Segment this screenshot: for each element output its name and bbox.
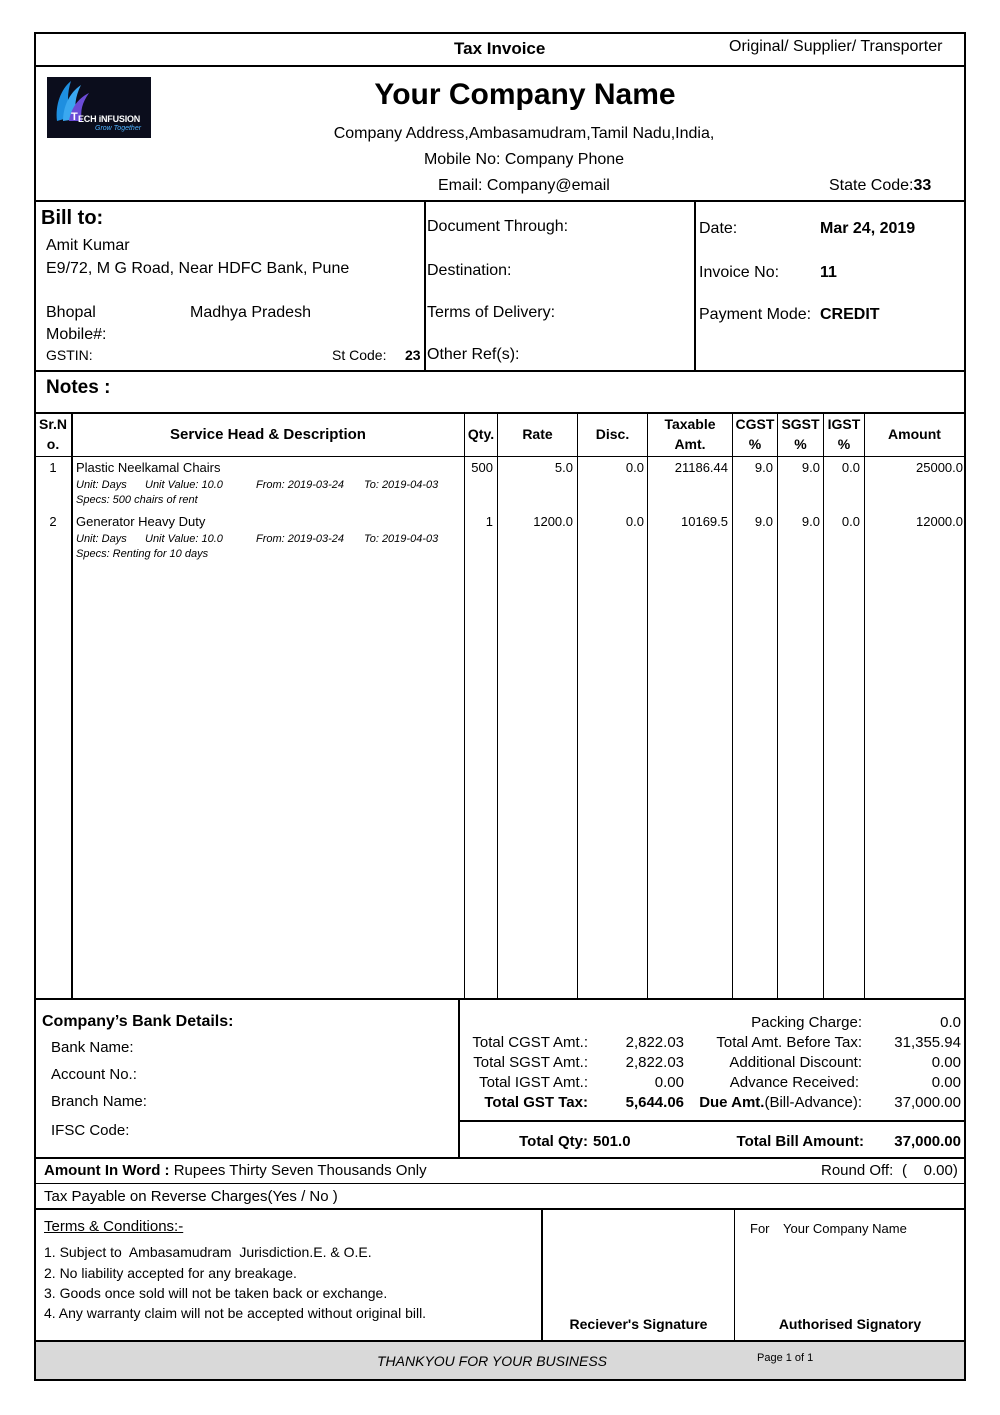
th-disc: Disc.	[595, 426, 630, 442]
vr-signature	[734, 1208, 735, 1341]
advance-received-value: 0.00	[931, 1074, 961, 1091]
additional-discount-label: Additional Discount:	[729, 1054, 862, 1071]
customer-gstin-label: GSTIN:	[46, 347, 93, 363]
total-igst-value: 0.00	[654, 1074, 684, 1091]
col-line-cgst	[777, 412, 778, 999]
th-igst-2: %	[837, 436, 851, 452]
frame-left	[34, 32, 36, 1381]
row-rate: 1200.0	[533, 514, 573, 529]
row-amount: 25000.0	[916, 460, 963, 475]
amount-in-word-label: Amount In Word :	[44, 1162, 170, 1179]
total-cgst-value: 2,822.03	[625, 1034, 684, 1051]
terms-heading: Terms & Conditions:-	[44, 1218, 184, 1235]
customer-mobile-label: Mobile#:	[46, 326, 107, 343]
company-email: Email: Company@email	[438, 177, 610, 194]
th-sr-1: Sr.N	[38, 416, 67, 432]
col-line-sr	[71, 412, 73, 999]
st-code-value: 23	[405, 347, 421, 363]
total-igst-label: Total IGST Amt.:	[479, 1074, 588, 1091]
total-gst-label: Total GST Tax:	[484, 1094, 588, 1111]
total-bill-amount-label: Total Bill Amount:	[736, 1133, 864, 1150]
total-gst-value: 5,644.06	[625, 1094, 684, 1111]
row-sgst: 9.0	[801, 514, 820, 529]
th-sr-2: o.	[46, 436, 60, 452]
row-to: To: 2019-04-03	[364, 533, 439, 545]
account-no-label: Account No.:	[51, 1066, 137, 1083]
table-header-rule	[34, 456, 966, 457]
payment-mode-label: Payment Mode:	[699, 306, 812, 323]
packing-charge-label: Packing Charge:	[751, 1014, 862, 1031]
bank-name-label: Bank Name:	[51, 1039, 134, 1056]
row-sr: 2	[49, 514, 57, 529]
customer-state: Madhya Pradesh	[190, 304, 311, 321]
frame-bottom	[34, 1379, 966, 1381]
due-amount-label-rest: (Bill-Advance):	[764, 1094, 862, 1111]
hr-title	[34, 65, 966, 67]
th-taxable-2: Amt.	[674, 436, 706, 452]
row-sr: 1	[49, 460, 57, 475]
col-line-qty	[497, 412, 498, 999]
customer-address: E9/72, M G Road, Near HDFC Bank, Pune	[46, 260, 350, 277]
row-item-name: Generator Heavy Duty	[76, 514, 206, 529]
frame-top	[34, 32, 966, 34]
row-qty: 1	[485, 514, 493, 529]
col-line-igst	[864, 412, 865, 999]
terms-item: 3. Goods once sold will not be taken back or exchange.	[44, 1285, 388, 1301]
notes-label: Notes :	[46, 377, 111, 398]
col-line-desc	[464, 412, 465, 999]
row-qty: 500	[471, 460, 493, 475]
row-cgst: 9.0	[754, 514, 773, 529]
for-company-name: Your Company Name	[783, 1221, 907, 1236]
th-qty: Qty.	[467, 426, 495, 442]
customer-name: Amit Kumar	[46, 237, 130, 254]
terms-of-delivery-label: Terms of Delivery:	[427, 304, 556, 321]
th-cgst-2: %	[748, 436, 762, 452]
vr-billto	[424, 200, 426, 371]
hr-reverse	[34, 1208, 966, 1210]
receiver-signature-label: Reciever's Signature	[569, 1316, 708, 1332]
payment-mode-value: CREDIT	[820, 306, 880, 323]
bank-heading: Company’s Bank Details:	[42, 1013, 234, 1030]
row-taxable: 21186.44	[674, 460, 728, 475]
company-name: Your Company Name	[374, 78, 676, 111]
total-sgst-label: Total SGST Amt.:	[473, 1054, 588, 1071]
row-unit-value: Unit Value: 10.0	[145, 533, 223, 545]
row-amount: 12000.0	[916, 514, 963, 529]
row-item-name: Plastic Neelkamal Chairs	[76, 460, 221, 475]
hr-table-bottom	[34, 998, 966, 1000]
due-amount-label-bold: Due Amt.	[699, 1094, 765, 1111]
terms-item: 2. No liability accepted for any breakage.	[44, 1265, 297, 1281]
row-to: To: 2019-04-03	[364, 479, 439, 491]
date-label: Date:	[699, 220, 738, 237]
hr-summary	[34, 1157, 966, 1159]
th-amount: Amount	[888, 426, 941, 442]
logo-tagline: Grow Together	[95, 125, 142, 132]
authorised-signatory-label: Authorised Signatory	[778, 1316, 922, 1332]
amount-in-word	[44, 1162, 427, 1179]
page-number: Page 1 of 1	[757, 1352, 814, 1364]
round-off-label: Round Off:	[821, 1162, 894, 1179]
frame-right	[964, 32, 966, 1381]
branch-name-label: Branch Name:	[51, 1093, 147, 1110]
date-value: Mar 24, 2019	[820, 220, 916, 237]
ifsc-label: IFSC Code:	[51, 1122, 130, 1139]
row-taxable: 10169.5	[681, 514, 728, 529]
for-label: For	[750, 1221, 770, 1236]
row-from: From: 2019-03-24	[256, 479, 345, 491]
vr-meta	[694, 200, 696, 371]
thank-you-message: THANKYOU FOR YOUR BUSINESS	[377, 1353, 608, 1369]
bill-to-heading: Bill to:	[41, 207, 104, 229]
state-code-value: 33	[913, 177, 932, 194]
round-off-value: ( 0.00)	[902, 1162, 958, 1179]
additional-discount-value: 0.00	[931, 1054, 961, 1071]
row-sgst: 9.0	[801, 460, 820, 475]
invoice-no-label: Invoice No:	[699, 264, 780, 281]
hr-terms	[34, 1340, 966, 1342]
company-mobile: Mobile No: Company Phone	[423, 151, 625, 168]
row-disc: 0.0	[625, 514, 644, 529]
before-tax-value: 31,355.94	[894, 1034, 961, 1051]
company-logo: T ECH iNFUSION Grow Together	[47, 77, 151, 138]
copy-label: Original/ Supplier/ Transporter	[729, 38, 943, 55]
hr-totals	[458, 1120, 966, 1122]
hr-billto	[34, 370, 966, 372]
row-specs: Specs: 500 chairs of rent	[76, 494, 198, 506]
row-from: From: 2019-03-24	[256, 533, 345, 545]
row-rate: 5.0	[554, 460, 573, 475]
hr-notes	[34, 412, 966, 414]
row-cgst: 9.0	[754, 460, 773, 475]
total-qty-value: 501.0	[593, 1133, 631, 1150]
th-igst-1: IGST	[827, 416, 861, 432]
terms-item: 1. Subject to Ambasamudram Jurisdiction.E. & O.E.	[44, 1244, 372, 1260]
advance-received-label: Advance Received:	[729, 1074, 859, 1091]
row-unit: Unit: Days	[76, 533, 127, 545]
total-qty-label: Total Qty:	[519, 1133, 588, 1150]
total-cgst-label: Total CGST Amt.:	[472, 1034, 588, 1051]
hr-header	[34, 200, 966, 202]
company-address: Company Address,Ambasamudram,Tamil Nadu,India,	[333, 125, 715, 142]
total-bill-amount-value: 37,000.00	[894, 1133, 961, 1150]
state-code	[829, 177, 931, 195]
due-amount-value: 37,000.00	[894, 1094, 961, 1111]
document-through-label: Document Through:	[427, 218, 569, 235]
row-unit: Unit: Days	[76, 479, 127, 491]
amount-in-word-value: Rupees Thirty Seven Thousands Only	[173, 1162, 427, 1179]
invoice-no-value: 11	[820, 264, 837, 281]
th-sgst-2: %	[794, 436, 807, 452]
row-unit-value: Unit Value: 10.0	[145, 479, 223, 491]
packing-charge-value: 0.0	[940, 1014, 961, 1031]
terms-item: 4. Any warranty claim will not be accepted without original bill.	[44, 1305, 427, 1321]
other-refs-label: Other Ref(s):	[427, 346, 520, 363]
destination-label: Destination:	[427, 262, 512, 279]
th-taxable-1: Taxable	[664, 416, 716, 432]
th-sgst-1: SGST	[781, 416, 820, 432]
state-code-label: State Code:	[829, 177, 914, 194]
hr-amount-word	[34, 1183, 966, 1184]
th-rate: Rate	[522, 426, 553, 442]
row-igst: 0.0	[841, 460, 860, 475]
th-description: Service Head & Description	[170, 426, 366, 443]
customer-city: Bhopal	[46, 304, 96, 321]
col-line-sgst	[823, 412, 824, 999]
col-line-rate	[577, 412, 578, 999]
row-disc: 0.0	[625, 460, 644, 475]
row-igst: 0.0	[841, 514, 860, 529]
total-sgst-value: 2,822.03	[625, 1054, 684, 1071]
reverse-charge-label: Tax Payable on Reverse Charges(Yes / No )	[44, 1188, 338, 1205]
invoice-title: Tax Invoice	[454, 39, 546, 58]
before-tax-label: Total Amt. Before Tax:	[716, 1034, 862, 1051]
col-line-disc	[647, 412, 648, 999]
logo-text: ECH iNFUSION	[78, 114, 141, 124]
row-specs: Specs: Renting for 10 days	[76, 548, 209, 560]
due-amount-label	[660, 1094, 862, 1111]
st-code-label: St Code:	[332, 347, 387, 363]
th-cgst-1: CGST	[735, 416, 775, 432]
col-line-taxable	[732, 412, 733, 999]
